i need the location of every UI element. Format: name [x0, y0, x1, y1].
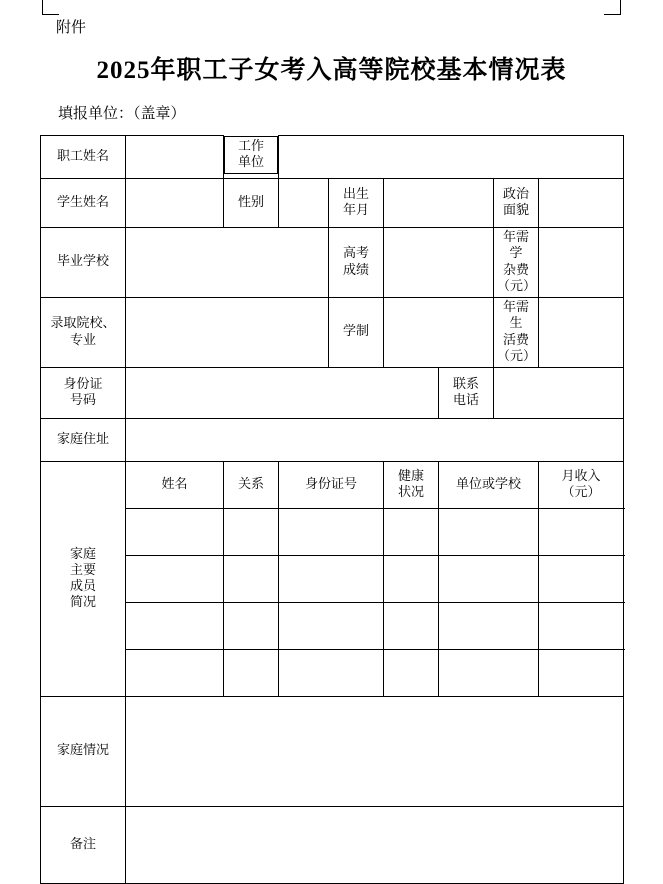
- cell-family-id-number[interactable]: [279, 603, 384, 650]
- cell-family-name[interactable]: [126, 556, 224, 603]
- cell-family-health[interactable]: [384, 603, 439, 650]
- label-political-status: 政治 面貌: [494, 179, 539, 228]
- cell-family-relation[interactable]: [224, 509, 279, 556]
- value-remarks[interactable]: [126, 807, 624, 884]
- value-work-unit[interactable]: [279, 136, 624, 179]
- label-exam-score: 高考 成绩: [329, 228, 384, 298]
- value-id-number[interactable]: [126, 368, 439, 419]
- value-home-address[interactable]: [126, 419, 624, 462]
- table-row: [41, 462, 624, 509]
- value-student-name[interactable]: [126, 179, 224, 228]
- attachment-label: 附件: [56, 18, 87, 36]
- cell-family-health[interactable]: [384, 509, 439, 556]
- label-graduated-school: 毕业学校: [41, 228, 126, 298]
- header-family-unit-or-school: 单位或学校: [439, 462, 539, 509]
- value-family-situation[interactable]: [126, 697, 624, 807]
- label-schooling-length: 学制: [329, 298, 384, 368]
- value-annual-tuition[interactable]: [539, 228, 624, 298]
- table-row: [41, 298, 624, 368]
- page-title: 2025年职工子女考入高等院校基本情况表: [96, 57, 567, 84]
- label-home-address: 家庭住址: [41, 419, 126, 462]
- header-family-id-number: 身份证号: [279, 462, 384, 509]
- label-work-unit: 工作 单位: [224, 136, 278, 175]
- cell-family-monthly-income[interactable]: [539, 509, 624, 556]
- label-id-number: 身份证 号码: [41, 368, 126, 419]
- label-family-situation: 家庭情况: [41, 697, 126, 807]
- header-family-name: 姓名: [126, 462, 224, 509]
- cell-family-id-number[interactable]: [279, 556, 384, 603]
- cell-family-name[interactable]: [126, 603, 224, 650]
- value-annual-living-cost[interactable]: [539, 298, 624, 368]
- header-family-relation: 关系: [224, 462, 279, 509]
- label-employee-name: 职工姓名: [41, 136, 126, 179]
- cell-family-relation[interactable]: [224, 603, 279, 650]
- header-family-monthly-income: 月收入 （元）: [539, 462, 624, 509]
- table-row: [41, 136, 624, 179]
- value-schooling-length[interactable]: [384, 298, 494, 368]
- cell-family-monthly-income[interactable]: [539, 603, 624, 650]
- value-employee-name[interactable]: [126, 136, 224, 179]
- table-row: [41, 509, 624, 556]
- table-row: [41, 556, 624, 603]
- cell-family-name[interactable]: [126, 650, 224, 697]
- cell-family-monthly-income[interactable]: [539, 556, 624, 603]
- table-row: [41, 368, 624, 419]
- label-remarks: 备注: [41, 807, 126, 884]
- table-row: [41, 697, 624, 807]
- cell-family-unit-or-school[interactable]: [439, 556, 539, 603]
- cell-family-unit-or-school[interactable]: [439, 603, 539, 650]
- table-row: [41, 650, 624, 697]
- cell-family-relation[interactable]: [224, 650, 279, 697]
- table-row: [41, 228, 624, 298]
- cell-family-name[interactable]: [126, 509, 224, 556]
- label-annual-tuition: 年需学 杂费 （元）: [494, 228, 539, 298]
- label-gender: 性别: [224, 179, 279, 228]
- value-birth-date[interactable]: [384, 179, 494, 228]
- cell-family-health[interactable]: [384, 556, 439, 603]
- reporting-unit-line: 填报单位：（盖章）: [58, 104, 186, 122]
- table-row: [41, 807, 624, 884]
- value-political-status[interactable]: [539, 179, 624, 228]
- cell-family-id-number[interactable]: [279, 509, 384, 556]
- cell-family-unit-or-school[interactable]: [439, 650, 539, 697]
- cell-family-id-number[interactable]: [279, 650, 384, 697]
- cell-family-monthly-income[interactable]: [539, 650, 624, 697]
- label-admitted-school: 录取院校、 专业: [41, 298, 126, 368]
- value-contact-phone[interactable]: [494, 368, 624, 419]
- header-family-health: 健康 状况: [384, 462, 439, 509]
- table-row: [41, 179, 624, 228]
- student-info-form: [40, 135, 624, 884]
- label-contact-phone: 联系 电话: [439, 368, 494, 419]
- value-graduated-school[interactable]: [126, 228, 329, 298]
- label-student-name: 学生姓名: [41, 179, 126, 228]
- value-exam-score[interactable]: [384, 228, 494, 298]
- table-row: [41, 603, 624, 650]
- cell-family-relation[interactable]: [224, 556, 279, 603]
- table-row: [41, 419, 624, 462]
- crop-mark-top-left: [42, 0, 59, 15]
- cell-family-health[interactable]: [384, 650, 439, 697]
- label-family-members: 家庭 主要 成员 简况: [41, 462, 126, 697]
- value-gender[interactable]: [279, 179, 329, 228]
- value-admitted-school[interactable]: [126, 298, 329, 368]
- label-annual-living-cost: 年需生 活费 （元）: [494, 298, 539, 368]
- label-birth-date: 出生 年月: [329, 179, 384, 228]
- cell-family-unit-or-school[interactable]: [439, 509, 539, 556]
- crop-mark-top-right: [604, 0, 621, 15]
